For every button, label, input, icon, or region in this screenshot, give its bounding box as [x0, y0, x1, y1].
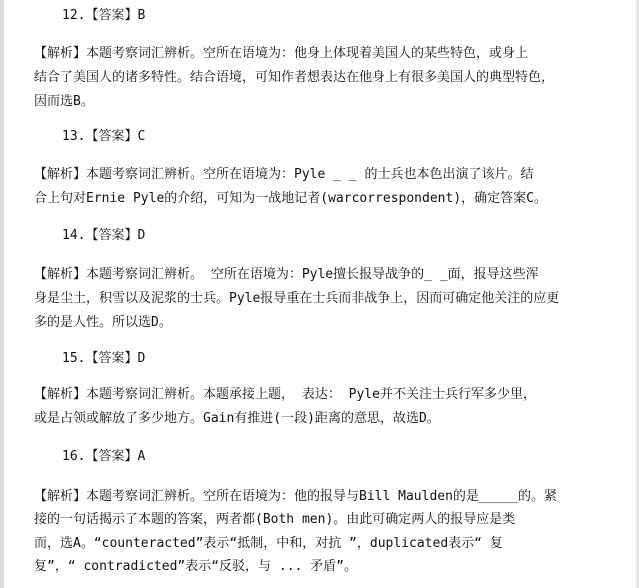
- left-frame-edge: [0, 0, 4, 588]
- analysis-12-line-2: 结合了美国人的诸多特性。结合语境，可知作者想表达在他身上有很多美国人的典型特色，: [34, 70, 555, 85]
- analysis-16-line-2: 接的一句话揭示了本题的答案，两者都(Both men)。由此可确定两人的报导应是类: [34, 512, 516, 527]
- analysis-16-line-3: 而，选A。“counteracted”表示“抵制，中和，对抗 ”，duplicated表示“ 复: [34, 536, 503, 551]
- analysis-15-line-2: 或是占领或解放了多少地方。Gain有推进(一段)距离的意思，故选D。: [34, 411, 440, 426]
- answer-14: 14.【答案】D: [62, 228, 146, 243]
- answer-13: 13.【答案】C: [62, 129, 146, 144]
- analysis-16-line-4: 复”，“ contradicted”表示“反驳，与 ... 矛盾”。: [34, 559, 358, 574]
- answer-16: 16.【答案】A: [62, 449, 146, 464]
- analysis-12-line-3: 因而选B。: [34, 94, 94, 109]
- analysis-13-line-2: 合上句对Ernie Pyle的介绍，可知为一战地记者(warcorrespondent)，确定答案C。: [34, 191, 547, 206]
- analysis-13-line-1: 【解析】本题考察词汇辨析。空所在语境为：Pyle _ _ 的士兵也本色出演了该片。结: [34, 167, 534, 182]
- answer-12: 12.【答案】B: [62, 8, 146, 23]
- analysis-15-line-1: 【解析】本题考察词汇辨析。本题承接上题， 表达： Pyle并不关注士兵行军多少里，: [34, 387, 536, 402]
- analysis-14-line-3: 多的是人性。所以选D。: [34, 315, 172, 330]
- answer-15: 15.【答案】D: [62, 351, 146, 366]
- analysis-16-line-1: 【解析】本题考察词汇辨析。空所在语境为：他的报导与Bill Maulden的是_____的。紧: [34, 489, 558, 504]
- analysis-14-line-1: 【解析】本题考察词汇辨析。 空所在语境为：Pyle擅长报导战争的_ _面，报导这些浑: [34, 267, 539, 282]
- analysis-14-line-2: 身是尘土，积雪以及泥浆的士兵。Pyle报导重在士兵而非战争上，因而可确定他关注的应更: [34, 291, 560, 306]
- analysis-12-line-1: 【解析】本题考察词汇辨析。空所在语境为：他身上体现着美国人的某些特色，或身上: [34, 46, 529, 61]
